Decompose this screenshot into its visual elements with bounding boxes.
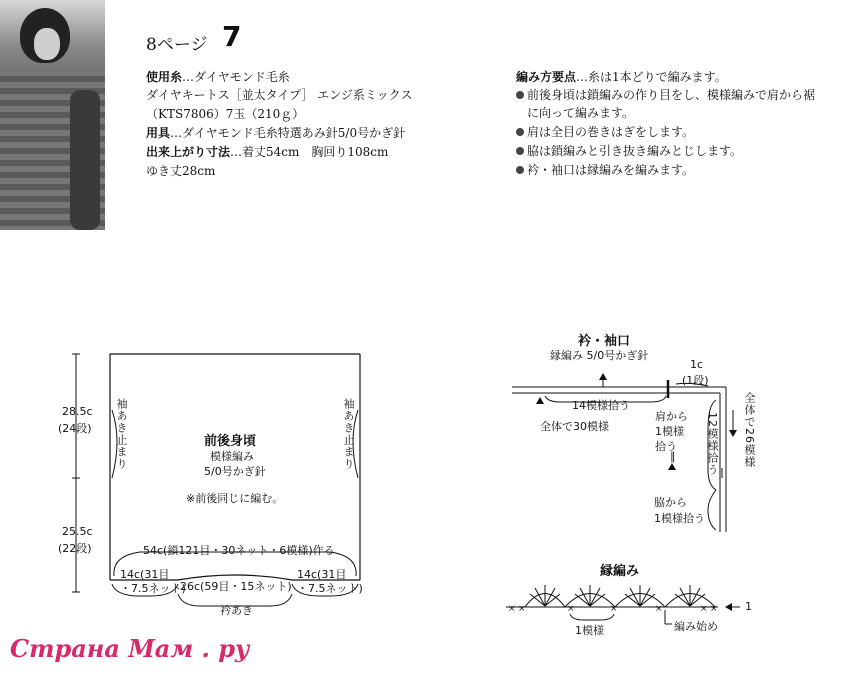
armhole-label-right: 袖あき止まり (342, 398, 355, 470)
body-note: ※前後同じに編む。 (186, 492, 284, 505)
armhole-label-left: 袖あき止まり (115, 398, 128, 470)
edging-start: 編み始め (674, 620, 718, 633)
edging-row: 1 (745, 600, 752, 613)
body-hook: 5/0号かぎ針 (204, 465, 266, 478)
right-width: 14c(31目 (297, 568, 347, 581)
materials-line-yarn-name: ダイヤキートス［並太タイプ］ エンジ系ミックス (146, 88, 413, 102)
right-net: ・7.5ネット) (297, 582, 363, 595)
materials-line-tools: 用具…ダイヤモンド毛糸特選あみ針5/0号かぎ針 (146, 126, 406, 140)
upper-rows: (24段) (58, 422, 92, 435)
edge-pick12: 12模様拾う (706, 412, 719, 476)
points-item-4: 衿・袖口は縁編みを編みます。 (516, 161, 694, 178)
left-net: ・7.5ネット) (120, 582, 186, 595)
edging-title: 縁編み (600, 564, 640, 579)
body-title: 前後身頃 (204, 434, 257, 449)
edge-side-1: 脇から (654, 496, 687, 509)
materials-line-size: 出来上がり寸法…着丈54cm 胸回り108cm (146, 145, 389, 159)
svg-text:×: × (508, 604, 516, 614)
left-width: 14c(31目 (120, 568, 170, 581)
center-width: 26c(59目・15ネット) (180, 580, 292, 593)
materials-line-yarn: 使用糸…ダイヤモンド毛糸 (146, 70, 290, 84)
edge-corner-top: 1c (690, 358, 704, 371)
svg-text:×: × (710, 604, 718, 614)
lower-rows: (22段) (58, 542, 92, 555)
foundation-label: 54c(鎖121目・30ネット・6模様)作る (143, 544, 335, 557)
pattern-number: 7 (222, 20, 242, 53)
page-label: 8ページ (146, 35, 208, 55)
edge-shoulder-2: 1模様 (655, 425, 684, 438)
edge-shoulder-1: 肩から (655, 410, 688, 423)
materials-line-yarn-qty: （KTS7806）7玉（210ｇ） (146, 107, 305, 121)
svg-text:×: × (518, 604, 526, 614)
body-pattern: 模様編み (210, 450, 254, 463)
edge-subtitle: 縁編み 5/0号かぎ針 (550, 349, 649, 362)
fan-1 (530, 585, 560, 606)
neck-label: 衿あき (220, 604, 253, 617)
points-item-1b: に向って編みます。 (527, 106, 635, 120)
edge-corner-rows: (1段) (682, 374, 709, 387)
points-item-3: 脇は鎖編みと引き抜き編みとじします。 (516, 142, 742, 159)
edge-side-2: 1模様拾う (654, 512, 705, 525)
edge-pick14: 14模様拾う (572, 399, 630, 412)
watermark: Страна Мам . ру (10, 634, 250, 663)
upper-height: 28.5c (62, 405, 93, 418)
edge-shoulder-mark: ∥ (670, 450, 676, 463)
svg-text:×: × (700, 604, 708, 614)
svg-text:×: × (567, 604, 575, 614)
edging-one-pattern: 1模様 (575, 624, 604, 637)
points-item-2: 肩は全目の巻きはぎをします。 (516, 123, 694, 140)
edge-title: 衿・袖口 (578, 334, 631, 349)
svg-text:×: × (655, 604, 663, 614)
edge-shoulder-3: 拾う (655, 440, 677, 453)
edge-total30: 全体で30模様 (540, 420, 609, 433)
points-item-1: 前後身頃は鎖編みの作り目をし、模様編みで肩から裾 (516, 86, 815, 103)
points-intro: 編み方要点…糸は1本どりで編みます。 (516, 70, 727, 84)
lower-height: 25.5c (62, 525, 93, 538)
edge-total26: 全体で26模様 (743, 392, 756, 468)
materials-line-sleeve: ゆき丈28cm (146, 164, 216, 178)
svg-text:×: × (610, 604, 618, 614)
